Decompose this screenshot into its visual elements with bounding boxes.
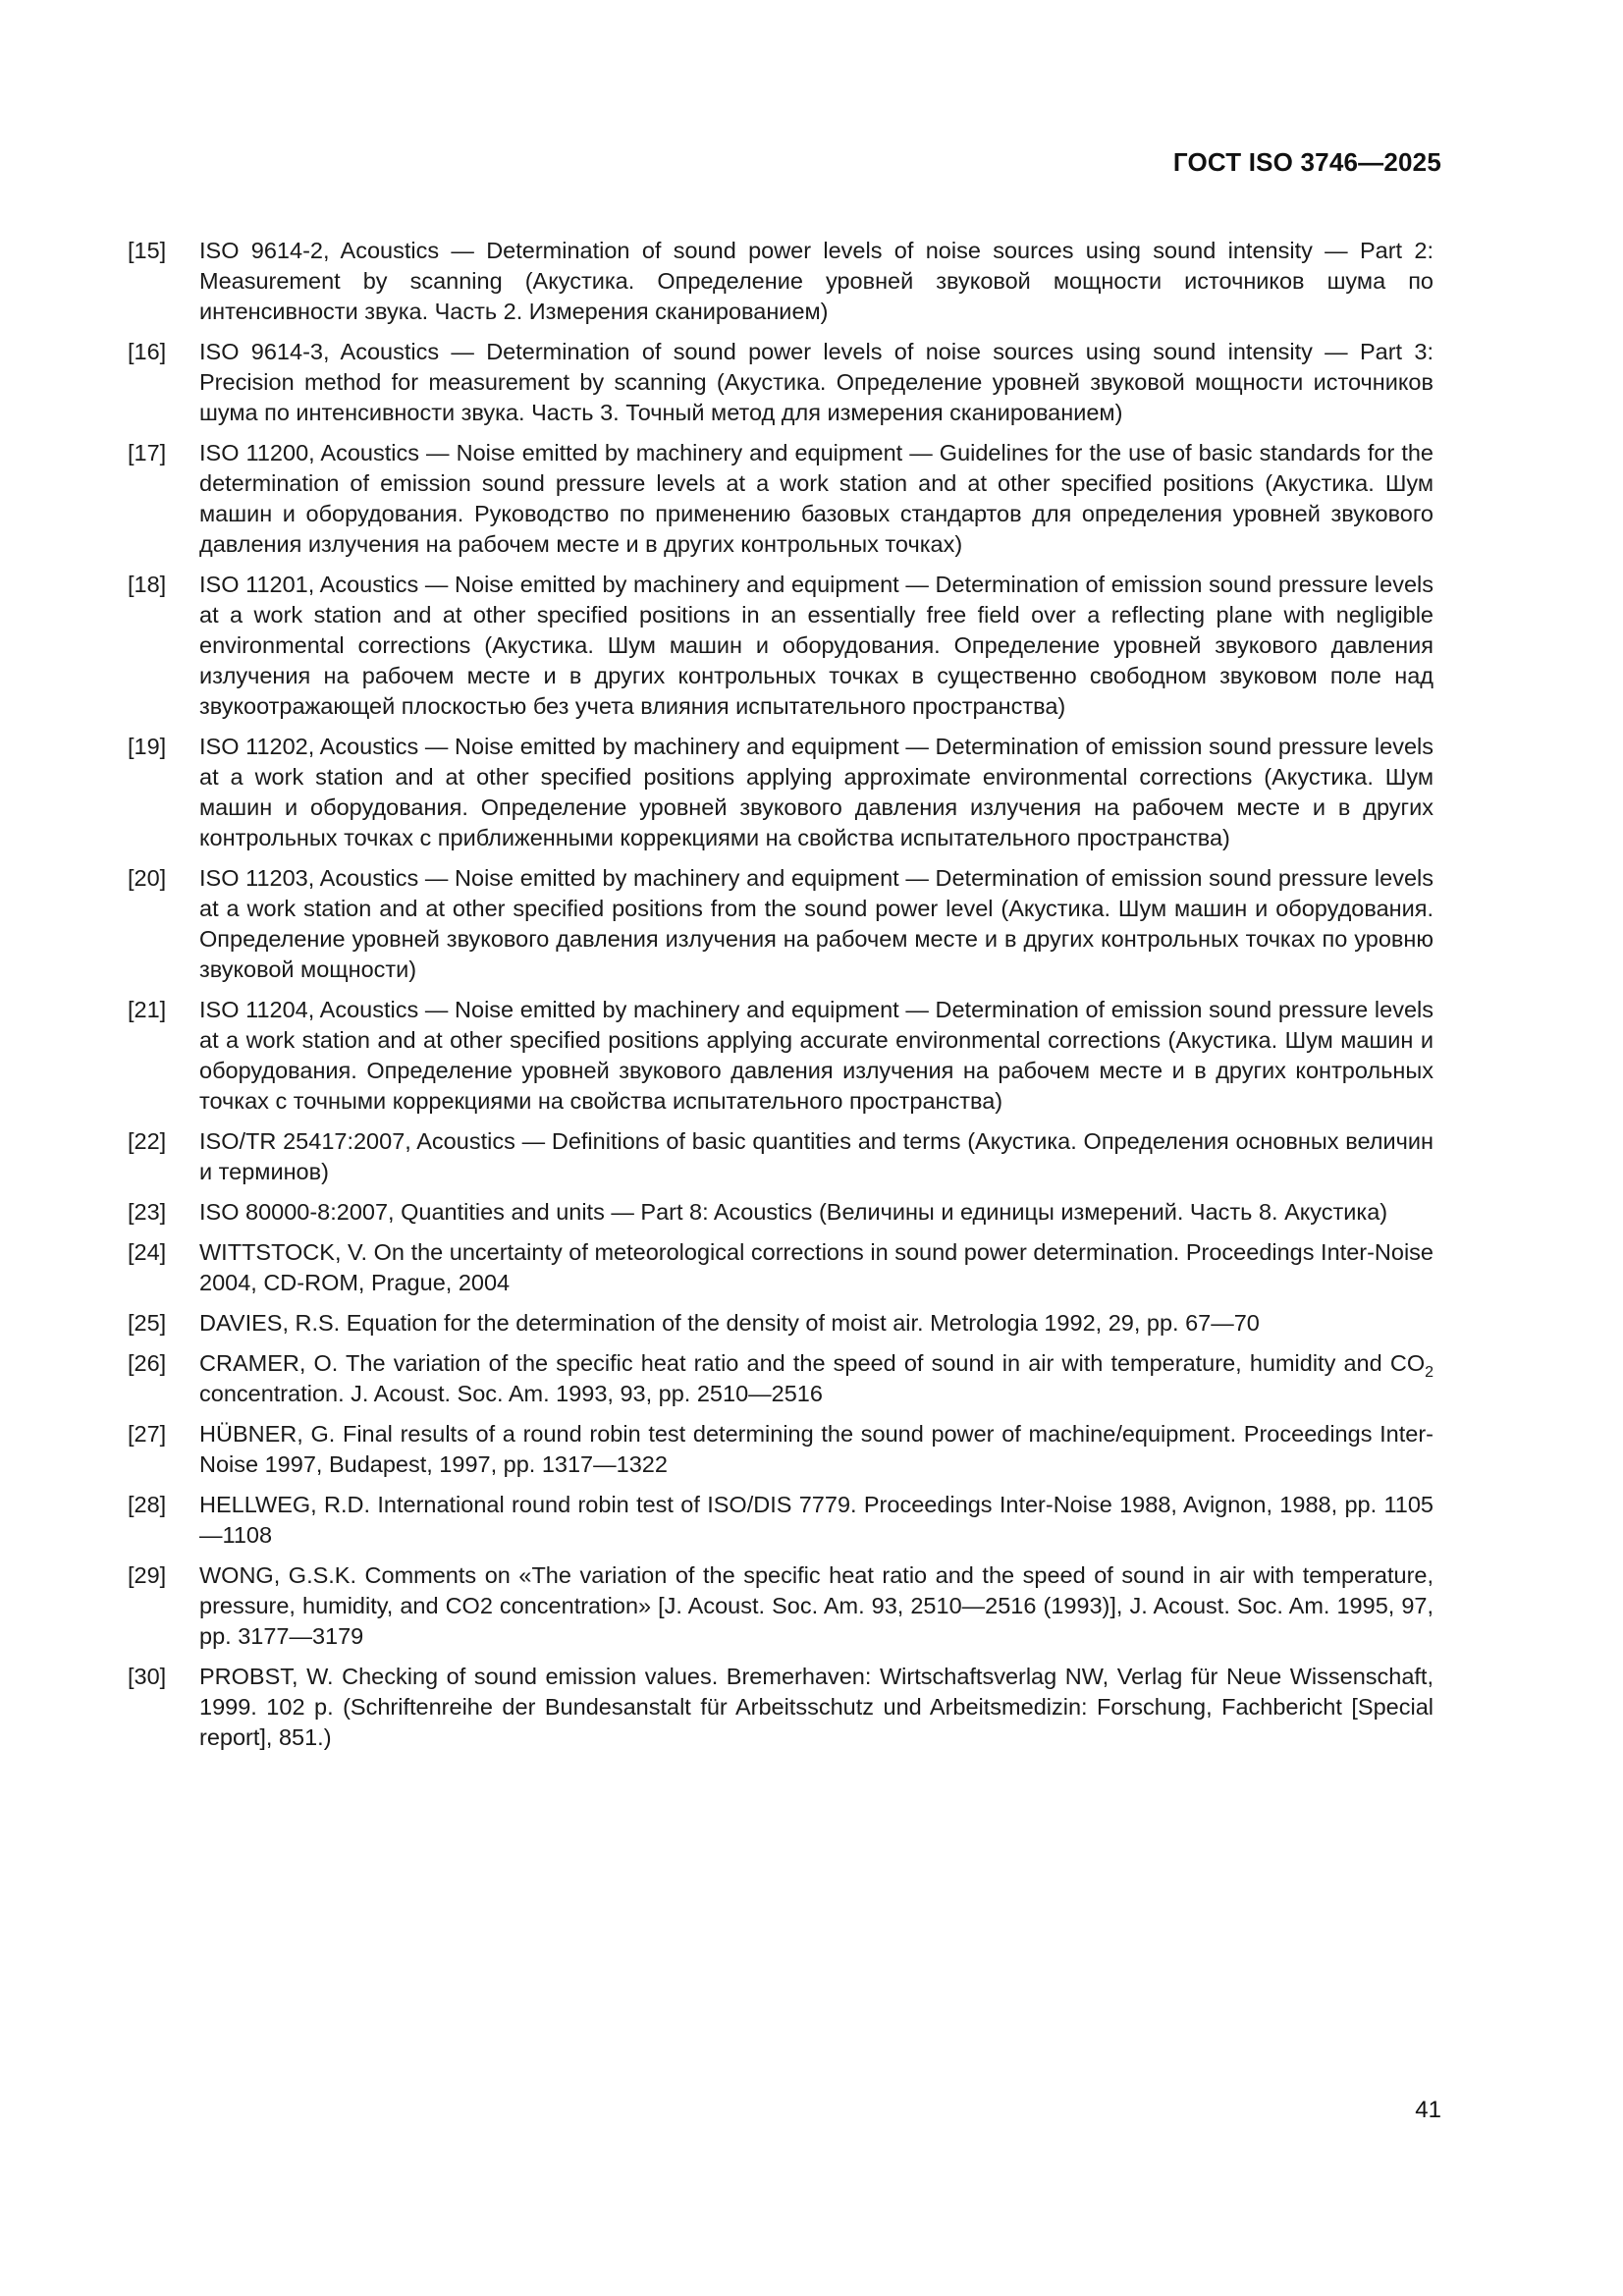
- reference-text: ISO 80000-8:2007, Quantities and units — Part 8: Acoustics (Величины и единицы измерений. Часть 8. Акустика): [199, 1199, 1388, 1225]
- reference-text: ISO 11204, Acoustics — Noise emitted by machinery and equipment — Determination of emission sound pressure levels at a work station and at other specified positions applying accurate environmental corrections (Акустика. Шум машин и оборудования. Определение уровней звукового давления излучения на рабочем месте и в других контрольных точках с точными коррекциями на свойства испытательного пространства): [199, 997, 1434, 1114]
- reference-text: ISO 11202, Acoustics — Noise emitted by machinery and equipment — Determination of emission sound pressure levels at a work station and at other specified positions applying approximate environmental corrections (Акустика. Шум машин и оборудования. Определение уровней звукового давления излучения на рабочем месте и в других контрольных точках с приближенными коррекциями на свойства испытательного пространства): [199, 734, 1434, 850]
- reference-text: PROBST, W. Checking of sound emission values. Bremerhaven: Wirtschaftsverlag NW, Verlag für Neue Wissenschaft, 1999. 102 p. (Schriftenreihe der Bundesanstalt für Arbeitsschutz und Arbeitsmedizin: Forschung, Fachbericht [Special report], 851.): [199, 1664, 1434, 1750]
- reference-number: [16]: [128, 339, 167, 364]
- document-standard-code: ГОСТ ISO 3746—2025: [1172, 147, 1441, 177]
- reference-text: HÜBNER, G. Final results of a round robin test determining the sound power of machine/equipment. Proceedings Inter-Noise 1997, Budapest, 1997, pp. 1317—1322: [199, 1421, 1434, 1477]
- reference-number: [17]: [128, 440, 167, 465]
- reference-item: [128, 1419, 1434, 1480]
- page-number: 41: [1415, 2097, 1441, 2123]
- reference-text: ISO 11203, Acoustics — Noise emitted by machinery and equipment — Determination of emission sound pressure levels at a work station and at other specified positions from the sound power level (Акустика. Шум машин и оборудования. Определение уровней звукового давления излучения на рабочем месте и в других контрольных точках по уровню звуковой мощности): [199, 865, 1434, 982]
- reference-item: [128, 236, 1434, 327]
- reference-text: ISO 11200, Acoustics — Noise emitted by machinery and equipment — Guidelines for the use of basic standards for the determination of emission sound pressure levels at a work station and at other specified positions (Акустика. Шум машин и оборудования. Руководство по применению базовых стандартов для определения уровней звукового давления излучения на рабочем месте и в других контрольных точках): [199, 440, 1434, 557]
- reference-item: [128, 1662, 1434, 1753]
- reference-number: [25]: [128, 1310, 167, 1336]
- reference-number: [15]: [128, 238, 167, 263]
- reference-text-part: CRAMER, O. The variation of the specific heat ratio and the speed of sound in air with temperature, humidity and CO: [199, 1350, 1426, 1376]
- reference-text: HELLWEG, R.D. International round robin test of ISO/DIS 7779. Proceedings Inter-Noise 1988, Avignon, 1988, pp. 1105—1108: [199, 1492, 1434, 1548]
- reference-item: [128, 863, 1434, 985]
- reference-number: [24]: [128, 1239, 167, 1265]
- reference-text-part: concentration. J. Acoust. Soc. Am. 1993, 93, pp. 2510—2516: [199, 1381, 823, 1406]
- reference-text: ISO 9614-2, Acoustics — Determination of sound power levels of noise sources using sound intensity — Part 2: Measurement by scanning (Акустика. Определение уровней звуковой мощности источников шума по интенсивности звука. Часть 2. Измерения сканированием): [199, 238, 1434, 324]
- reference-text: ISO 9614-3, Acoustics — Determination of sound power levels of noise sources using sound intensity — Part 3: Precision method for measurement by scanning (Акустика. Определение уровней звуковой мощности источников шума по интенсивности звука. Часть 3. Точный метод для измерения сканированием): [199, 339, 1434, 425]
- reference-item: [128, 995, 1434, 1117]
- reference-number: [21]: [128, 997, 167, 1022]
- reference-text: ISO/TR 25417:2007, Acoustics — Definitions of basic quantities and terms (Акустика. Определения основных величин и терминов): [199, 1128, 1434, 1184]
- reference-number: [27]: [128, 1421, 167, 1447]
- reference-number: [18]: [128, 572, 167, 597]
- reference-number: [28]: [128, 1492, 167, 1517]
- reference-item: [128, 1197, 1434, 1228]
- reference-text: WITTSTOCK, V. On the uncertainty of meteorological corrections in sound power determination. Proceedings Inter-Noise 2004, CD-ROM, Prague, 2004: [199, 1239, 1434, 1295]
- bibliography-list: [128, 236, 1434, 1763]
- reference-item: [128, 732, 1434, 853]
- reference-text: DAVIES, R.S. Equation for the determination of the density of moist air. Metrologia 1992, 29, pp. 67—70: [199, 1310, 1260, 1336]
- reference-number: [22]: [128, 1128, 167, 1154]
- reference-item: [128, 1348, 1434, 1409]
- reference-number: [30]: [128, 1664, 167, 1689]
- reference-item: [128, 570, 1434, 722]
- reference-item: [128, 1308, 1434, 1339]
- reference-item: [128, 438, 1434, 560]
- reference-item: [128, 1560, 1434, 1652]
- reference-text: ISO 11201, Acoustics — Noise emitted by machinery and equipment — Determination of emission sound pressure levels at a work station and at other specified positions in an essentially free field over a reflecting plane with negligible environmental corrections (Акустика. Шум машин и оборудования. Определение уровней звукового давления излучения на рабочем месте и в других контрольных точках в существенно свободном звуковом поле над звукоотражающей плоскостью без учета влияния испытательного пространства): [199, 572, 1434, 719]
- reference-number: [23]: [128, 1199, 167, 1225]
- reference-item: [128, 1237, 1434, 1298]
- reference-number: [19]: [128, 734, 167, 759]
- reference-number: [26]: [128, 1350, 167, 1376]
- reference-item: [128, 1490, 1434, 1551]
- reference-item: [128, 1126, 1434, 1187]
- reference-number: [29]: [128, 1562, 167, 1588]
- reference-text: WONG, G.S.K. Comments on «The variation of the specific heat ratio and the speed of sound in air with temperature, pressure, humidity, and CO2 concentration» [J. Acoust. Soc. Am. 93, 2510—2516 (1993)], J. Acoust. Soc. Am. 1995, 97, pp. 3177—3179: [199, 1562, 1434, 1649]
- subscript-digit: 2: [1425, 1364, 1434, 1381]
- reference-item: [128, 337, 1434, 428]
- reference-number: [20]: [128, 865, 167, 891]
- reference-text: [199, 1348, 1434, 1409]
